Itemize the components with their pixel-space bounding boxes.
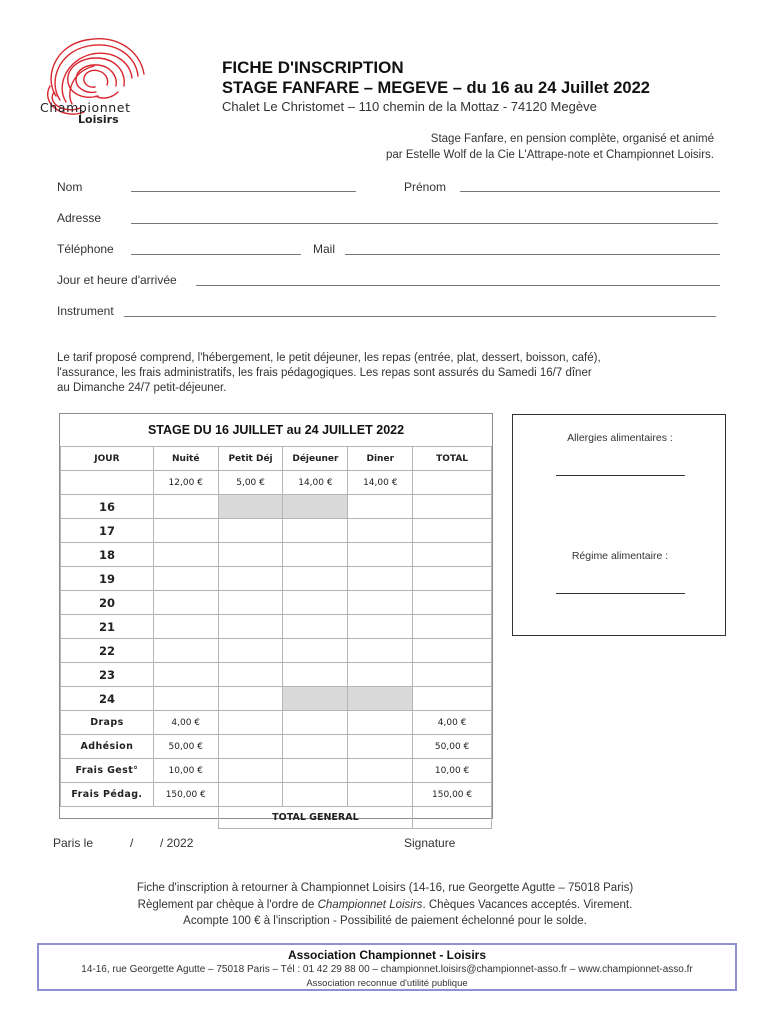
dejeuner-cell[interactable] — [283, 663, 348, 687]
diner-cell[interactable] — [348, 615, 413, 639]
extra-label: Draps — [61, 711, 154, 735]
paris-le-label: Paris le — [53, 836, 94, 850]
dejeuner-cell[interactable] — [283, 591, 348, 615]
association-status: Association reconnue d'utilité publique — [306, 978, 468, 989]
extra-total: 4,00 € — [413, 711, 492, 735]
regime-label: Régime alimentaire : — [571, 550, 669, 562]
telephone-field[interactable] — [131, 254, 301, 255]
day-label: 22 — [61, 639, 154, 663]
dejeuner-cell[interactable] — [283, 519, 348, 543]
diner-cell[interactable] — [348, 663, 413, 687]
diner-cell[interactable] — [348, 519, 413, 543]
diner-cell-unavailable — [348, 687, 413, 711]
price-cell: 14,00 € — [283, 471, 348, 495]
payment-text-b: Championnet Loisirs — [317, 899, 423, 911]
total-cell[interactable] — [413, 639, 492, 663]
total-cell[interactable] — [413, 687, 492, 711]
col-nuite: Nuité — [153, 447, 218, 471]
col-jour: JOUR — [61, 447, 154, 471]
payment-text-c: . Chèques Vacances acceptés. Virement. — [422, 899, 633, 911]
day-label: 24 — [61, 687, 154, 711]
price-table — [60, 446, 492, 829]
instrument-field[interactable] — [124, 316, 716, 317]
nuite-cell[interactable] — [153, 591, 218, 615]
prenom-field[interactable] — [460, 191, 720, 192]
dejeuner-cell[interactable] — [283, 543, 348, 567]
col-petit-dej: Petit Déj — [218, 447, 283, 471]
day-row — [61, 687, 492, 711]
signature-label: Signature — [404, 836, 456, 850]
petit-dej-cell[interactable] — [218, 687, 283, 711]
total-cell[interactable] — [413, 543, 492, 567]
day-label: 19 — [61, 567, 154, 591]
regime-field[interactable] — [556, 593, 685, 594]
total-cell[interactable] — [413, 519, 492, 543]
nuite-cell[interactable] — [153, 663, 218, 687]
payment-instructions — [0, 899, 770, 911]
stage-price-grid — [59, 413, 493, 823]
unit-price-row — [61, 471, 492, 495]
extra-row — [61, 783, 492, 807]
tarif-line-3: au Dimanche 24/7 petit-déjeuner. — [57, 382, 227, 394]
association-name: Association Championnet - Loisirs — [287, 948, 487, 962]
mail-field[interactable] — [345, 254, 720, 255]
day-label: 18 — [61, 543, 154, 567]
diner-cell[interactable] — [348, 495, 413, 519]
payment-text-a: Règlement par chèque à l'ordre de — [137, 899, 318, 911]
dejeuner-cell-unavailable — [283, 687, 348, 711]
nuite-cell[interactable] — [153, 543, 218, 567]
day-label: 16 — [61, 495, 154, 519]
day-row — [61, 615, 492, 639]
day-row — [61, 543, 492, 567]
day-row — [61, 663, 492, 687]
col-dejeuner: Déjeuner — [283, 447, 348, 471]
grid-title: STAGE DU 16 JUILLET au 24 JUILLET 2022 — [147, 423, 405, 437]
extra-total: 50,00 € — [413, 735, 492, 759]
nom-label: Nom — [57, 180, 83, 194]
venue-address: Chalet Le Christomet – 110 chemin de la Mottaz - 74120 Megève — [222, 99, 597, 114]
petit-dej-cell[interactable] — [218, 663, 283, 687]
extra-total: 150,00 € — [413, 783, 492, 807]
col-total: TOTAL — [413, 447, 492, 471]
page-title: FICHE D'INSCRIPTION — [222, 58, 404, 77]
extra-label: Frais Gest° — [61, 759, 154, 783]
dejeuner-cell[interactable] — [283, 567, 348, 591]
petit-dej-cell-unavailable — [218, 495, 283, 519]
prenom-label: Prénom — [404, 180, 447, 194]
tarif-line-2: l'assurance, les frais administratifs, les frais pédagogiques. Les repas sont assurés du Samedi 16/7 dîner — [57, 367, 592, 379]
extra-row — [61, 735, 492, 759]
total-cell[interactable] — [413, 615, 492, 639]
diner-cell[interactable] — [348, 591, 413, 615]
extra-label: Frais Pédag. — [61, 783, 154, 807]
day-row — [61, 519, 492, 543]
adresse-label: Adresse — [57, 211, 102, 225]
petit-dej-cell[interactable] — [218, 567, 283, 591]
extra-price: 50,00 € — [153, 735, 218, 759]
arrivee-label: Jour et heure d'arrivée — [57, 273, 177, 287]
day-row — [61, 567, 492, 591]
total-cell[interactable] — [413, 663, 492, 687]
arrivee-field[interactable] — [196, 285, 720, 286]
total-general-cell[interactable] — [413, 807, 492, 829]
nom-field[interactable] — [131, 191, 356, 192]
header-row — [61, 447, 492, 471]
diner-cell[interactable] — [348, 639, 413, 663]
logo-wordmark: Championnet — [40, 100, 131, 115]
nuite-cell[interactable] — [153, 639, 218, 663]
day-label: 20 — [61, 591, 154, 615]
price-cell: 14,00 € — [348, 471, 413, 495]
day-label: 17 — [61, 519, 154, 543]
date-year: / 2022 — [160, 836, 194, 850]
price-cell — [61, 471, 154, 495]
extra-row — [61, 759, 492, 783]
page-subtitle: STAGE FANFARE – MEGEVE – du 16 au 24 Juillet 2022 — [222, 79, 650, 97]
nuite-cell[interactable] — [153, 567, 218, 591]
dietary-box — [512, 414, 726, 636]
dejeuner-cell-unavailable — [283, 495, 348, 519]
col-diner: Diner — [348, 447, 413, 471]
allergies-label: Allergies alimentaires : — [567, 432, 673, 444]
extra-total: 10,00 € — [413, 759, 492, 783]
petit-dej-cell[interactable] — [218, 519, 283, 543]
adresse-field[interactable] — [131, 223, 718, 224]
day-label: 23 — [61, 663, 154, 687]
tarif-line-1: Le tarif proposé comprend, l'hébergement, le petit déjeuner, les repas (entrée, plat, dessert, boisson, café), — [57, 352, 601, 364]
dejeuner-cell[interactable] — [283, 615, 348, 639]
diner-cell[interactable] — [348, 543, 413, 567]
total-general-label: TOTAL GENERAL — [218, 807, 413, 829]
petit-dej-cell[interactable] — [218, 591, 283, 615]
association-box — [37, 943, 737, 991]
day-row — [61, 495, 492, 519]
extra-row — [61, 711, 492, 735]
telephone-label: Téléphone — [57, 242, 114, 256]
nuite-cell[interactable] — [153, 615, 218, 639]
association-contact: 14-16, rue Georgette Agutte – 75018 Paris – Tél : 01 42 29 88 00 – championnet.loisirs@championnet-asso.fr – www.championnet-asso.fr — [81, 964, 693, 975]
petit-dej-cell[interactable] — [218, 543, 283, 567]
nuite-cell[interactable] — [153, 519, 218, 543]
total-cell[interactable] — [413, 591, 492, 615]
price-cell — [413, 471, 492, 495]
total-cell[interactable] — [413, 495, 492, 519]
description-line-1: Stage Fanfare, en pension complète, organisé et animé — [430, 133, 714, 145]
allergies-field[interactable] — [556, 475, 685, 476]
description-line-2: par Estelle Wolf de la Cie L'Attrape-note et Championnet Loisirs. — [386, 149, 714, 161]
nuite-cell[interactable] — [153, 687, 218, 711]
day-row — [61, 591, 492, 615]
logo-wordmark-sub: Loisirs — [78, 113, 119, 126]
dejeuner-cell[interactable] — [283, 639, 348, 663]
total-cell[interactable] — [413, 567, 492, 591]
price-cell: 5,00 € — [218, 471, 283, 495]
extra-price: 4,00 € — [153, 711, 218, 735]
day-row — [61, 639, 492, 663]
date-separator: / — [130, 836, 134, 850]
extra-label: Adhésion — [61, 735, 154, 759]
nuite-cell[interactable] — [153, 495, 218, 519]
deposit-instructions: Acompte 100 € à l'inscription - Possibilité de paiement échelonné pour le solde. — [183, 915, 587, 927]
total-general-row — [61, 807, 492, 829]
return-instructions: Fiche d'inscription à retourner à Championnet Loisirs (14-16, rue Georgette Agutte – 75018 Paris) — [136, 882, 634, 894]
extra-price: 10,00 € — [153, 759, 218, 783]
petit-dej-cell[interactable] — [218, 615, 283, 639]
mail-label: Mail — [313, 242, 336, 256]
diner-cell[interactable] — [348, 567, 413, 591]
instrument-label: Instrument — [57, 304, 114, 318]
price-cell: 12,00 € — [153, 471, 218, 495]
petit-dej-cell[interactable] — [218, 639, 283, 663]
day-label: 21 — [61, 615, 154, 639]
extra-price: 150,00 € — [153, 783, 218, 807]
